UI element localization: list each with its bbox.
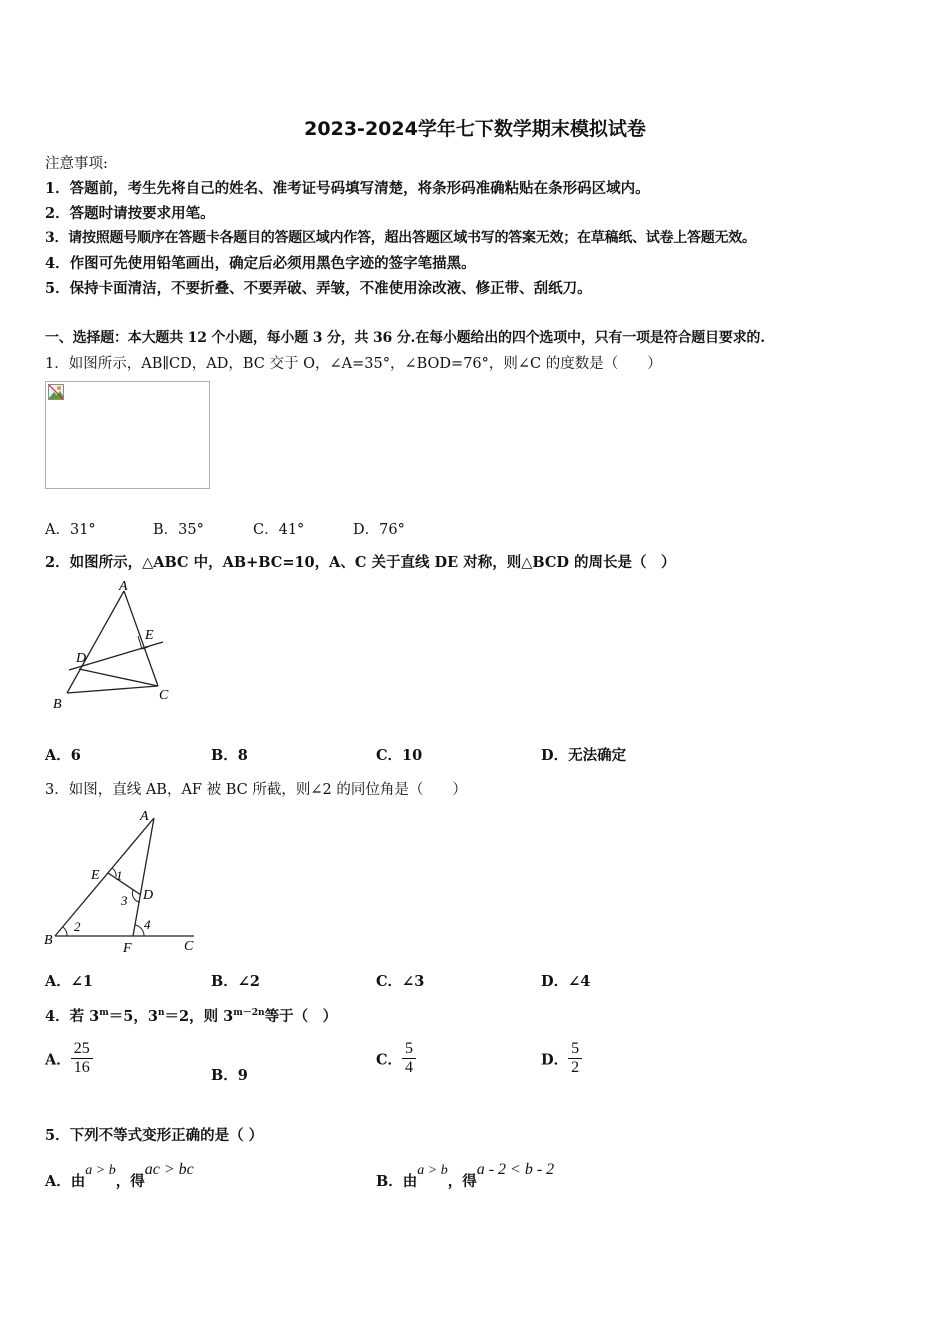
segment-ed (108, 873, 141, 895)
angle-4-arc (135, 925, 144, 936)
question-1-option-d[interactable]: D．76° (353, 522, 405, 538)
question-2-option-b[interactable]: B．8 (211, 747, 248, 764)
section-heading: 一、选择题：本大题共 12 个小题，每小题 3 分，共 36 分.在每小题给出的四个选项中，只有一项是符合题目要求的. (45, 330, 765, 346)
question-3-stem: 3．如图，直线 AB，AF 被 BC 所截，则∠2 的同位角是（ ） (45, 782, 467, 798)
question-3-option-d[interactable]: D．∠4 (541, 973, 591, 990)
notice-item: 5．保持卡面清洁，不要折叠、不要弄破、弄皱，不准使用涂改液、修正带、刮纸刀。 (45, 280, 592, 297)
line-ab (55, 818, 154, 936)
fraction: $\frac{25}{16}$ (71, 1040, 93, 1078)
label-a: A (140, 809, 149, 824)
label-angle-1: 1 (116, 868, 123, 883)
label-e: E (145, 628, 154, 643)
question-5-stem: 5．下列不等式变形正确的是（ ） (45, 1127, 264, 1144)
question-1-option-b[interactable]: B．35° (153, 522, 204, 538)
question-1-option-c[interactable]: C．41° (253, 522, 305, 538)
question-1-stem: 1．如图所示，AB∥CD，AD，BC 交于 O，∠A=35°，∠BOD=76°，则∠C 的度数是（ ） (45, 356, 662, 372)
question-4-option-b[interactable]: B．9 (211, 1067, 248, 1084)
label-c: C (159, 688, 169, 703)
question-4-option-a[interactable]: A． $\frac{25}{16}$ (45, 1040, 93, 1078)
label-c: C (184, 939, 194, 954)
label-b: B (44, 933, 53, 948)
question-2-option-d[interactable]: D．无法确定 (541, 747, 627, 764)
question-5-option-a[interactable]: A．由a > b，得ac > bc (45, 1161, 194, 1190)
label-a: A (119, 579, 128, 594)
question-3-figure (42, 805, 202, 957)
label-angle-2: 2 (74, 919, 81, 934)
question-2-figure (45, 578, 185, 714)
notice-heading: 注意事项: (45, 156, 108, 172)
label-d: D (76, 651, 87, 666)
question-4-option-d[interactable]: D． $\frac{5}{2}$ (541, 1040, 582, 1078)
notice-item: 3．请按照题号顺序在答题卡各题目的答题区域内作答，超出答题区域书写的答案无效；在草稿纸、试卷上答题无效。 (45, 230, 756, 246)
notice-item: 4．作图可先使用铅笔画出，确定后必须用黑色字迹的签字笔描黑。 (45, 255, 476, 272)
question-4-option-c[interactable]: C． $\frac{5}{4}$ (376, 1040, 416, 1078)
broken-image-icon (48, 384, 64, 400)
fraction: $\frac{5}{2}$ (568, 1040, 582, 1078)
question-2-stem: 2．如图所示，△ABC 中，AB+BC=10，A、C 关于直线 DE 对称，则△BCD 的周长是（ ） (45, 554, 676, 571)
question-2-option-a[interactable]: A．6 (45, 747, 81, 764)
question-4-stem: 4．若 $3^m=5$，$3^n=2$，则 $3^{m-2n}$等于（ ） (45, 1008, 338, 1025)
question-2-option-c[interactable]: C．10 (376, 747, 423, 764)
question-5-option-b[interactable]: B．由a > b，得a - 2 < b - 2 (376, 1161, 555, 1190)
label-b: B (53, 697, 62, 712)
fraction: $\frac{5}{4}$ (402, 1040, 416, 1078)
angle-2-arc (63, 927, 67, 936)
question-3-option-b[interactable]: B．∠2 (211, 973, 260, 990)
question-3-option-a[interactable]: A．∠1 (45, 973, 93, 990)
label-angle-3: 3 (121, 893, 128, 908)
label-f: F (123, 941, 132, 956)
page-title: 2023-2024学年七下数学期末模拟试卷 (304, 118, 646, 140)
question-1-option-a[interactable]: A．31° (45, 522, 96, 538)
notice-item: 2．答题时请按要求用笔。 (45, 205, 215, 222)
segment-ab (67, 591, 124, 693)
label-d: D (143, 888, 154, 903)
notice-item: 1．答题前，考生先将自己的姓名、准考证号码填写清楚，将条形码准确粘贴在条形码区域内。 (45, 180, 650, 197)
label-angle-4: 4 (144, 917, 151, 932)
question-1-figure-placeholder (45, 381, 210, 489)
segment-bc (67, 686, 158, 693)
question-3-option-c[interactable]: C．∠3 (376, 973, 425, 990)
label-e: E (91, 868, 100, 883)
segment-dc (79, 669, 158, 686)
